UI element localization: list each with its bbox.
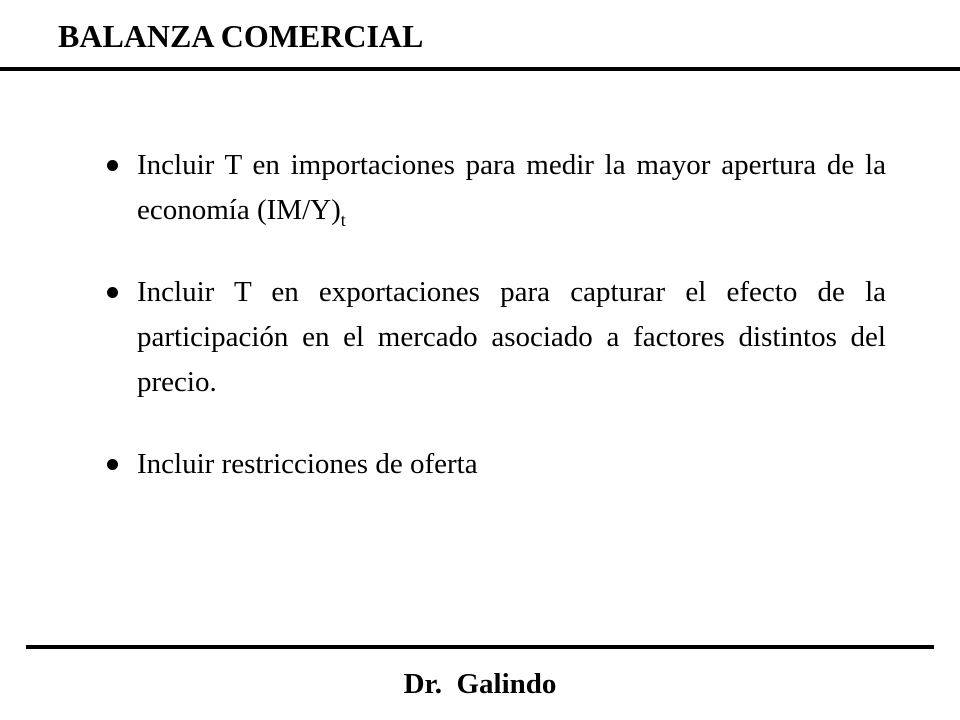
bullet-text: Incluir T en importaciones para medir la mayor apertura de la economía (IM/Y) <box>137 149 886 226</box>
bullet-dot-icon <box>107 160 118 171</box>
slide-footer: Dr. Galindo <box>403 668 557 700</box>
slide-title: BALANZA COMERCIAL <box>58 18 424 54</box>
bullet-list <box>100 143 886 487</box>
bullet-dot-icon <box>107 287 118 298</box>
bullet-item-supply <box>100 442 886 487</box>
bullet-subscript: t <box>340 210 346 230</box>
bullet-dot-icon <box>107 459 118 470</box>
bullet-text: Incluir T en exportaciones para capturar el efecto de la participación en el mercado asociado a factores distintos del precio. <box>137 276 886 398</box>
bullet-text: Incluir restricciones de oferta <box>137 448 478 480</box>
footer-divider <box>26 645 934 649</box>
bullet-item-exports <box>100 270 886 405</box>
bullet-item-imports <box>100 143 886 233</box>
title-divider <box>0 67 960 71</box>
